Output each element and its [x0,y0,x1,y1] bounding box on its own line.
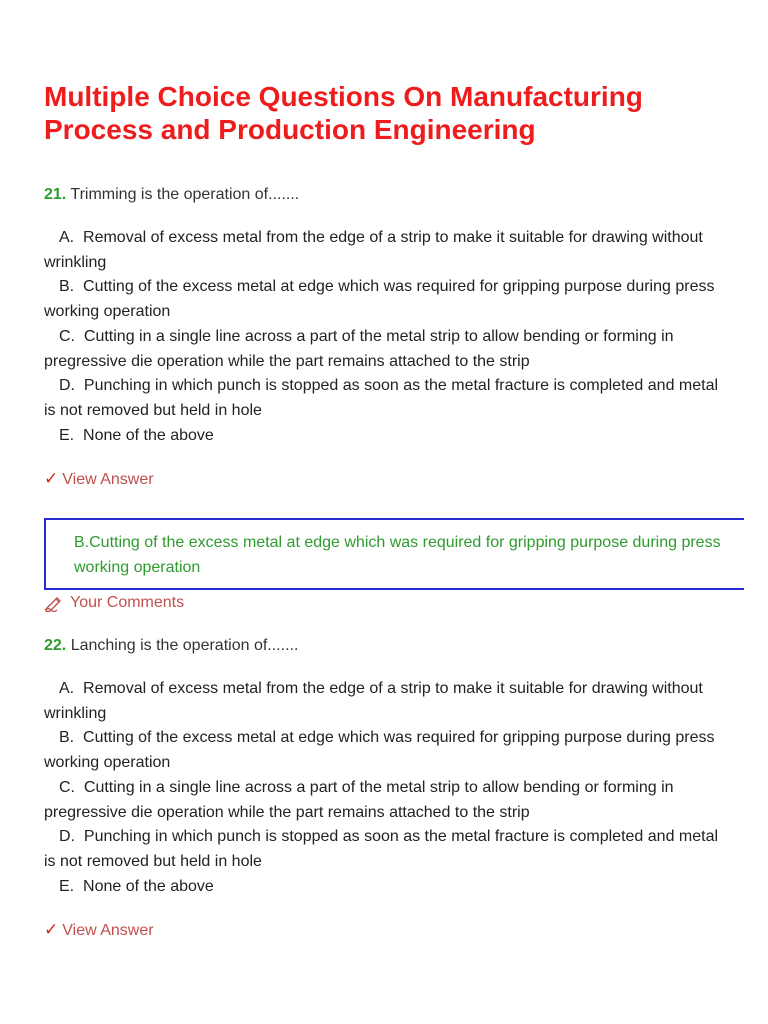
option-d [44,374,734,423]
option-e [44,875,734,900]
view-answer-button[interactable] [44,467,154,492]
question-header [44,183,734,207]
option-letter: D. [59,377,75,395]
option-letter: B. [59,278,75,296]
question-21 [44,183,734,492]
options-list [44,677,734,899]
question-text: Trimming is the operation of....... [70,186,300,203]
option-c [44,776,734,825]
option-e [44,424,734,449]
option-text: None of the above [83,426,214,444]
option-a [44,226,734,275]
question-number: 21. [44,186,67,203]
your-comments-label: Your Comments [70,594,185,611]
option-letter: C. [59,778,75,796]
option-letter: E. [59,426,75,444]
view-answer-button[interactable] [44,918,154,943]
option-text: Removal of excess metal from the edge of a strip to make it suitable for drawing without wrinkling [44,229,703,271]
option-text: Cutting in a single line across a part of the metal strip to allow bending or forming in pregressive die operation while the part remains attached to the strip [44,778,674,821]
question-number: 22. [44,637,67,654]
option-text: Punching in which punch is stopped as soon as the metal fracture is completed and metal is not removed but held in hole [44,377,719,419]
page-title: Multiple Choice Questions On Manufacturing Process and Production Engineering [44,81,643,145]
option-letter: E. [59,877,75,895]
option-c [44,325,734,374]
option-text: Cutting in a single line across a part of the metal strip to allow bending or forming in pregressive die operation while the part remains attached to the strip [44,327,674,370]
option-text: Cutting of the excess metal at edge which was required for gripping purpose during press working operation [44,278,715,321]
question-text: Lanching is the operation of....... [70,637,299,654]
option-d [44,825,734,874]
pencil-comment-icon [44,594,64,612]
option-text: None of the above [83,877,214,895]
option-a [44,677,734,726]
option-letter: A. [59,229,75,246]
question-22 [44,634,734,943]
option-letter: C. [59,327,75,345]
check-icon: ✓ [44,920,59,940]
question-header [44,634,734,658]
options-list [44,226,734,448]
option-b [44,726,734,775]
option-text: Cutting of the excess metal at edge which was required for gripping purpose during press working operation [44,729,715,772]
view-answer-label: View Answer [62,922,154,940]
option-letter: D. [59,828,75,846]
option-letter: B. [59,729,75,747]
option-letter: A. [59,680,75,697]
option-text: Removal of excess metal from the edge of a strip to make it suitable for drawing without wrinkling [44,680,703,722]
answer-box [44,518,744,590]
your-comments-link[interactable] [44,592,184,614]
check-icon: ✓ [44,469,59,489]
option-b [44,275,734,324]
answer-text: B.Cutting of the excess metal at edge which was required for gripping purpose during press working operation [74,534,721,576]
view-answer-label: View Answer [62,471,154,489]
option-text: Punching in which punch is stopped as soon as the metal fracture is completed and metal is not removed but held in hole [44,828,719,870]
